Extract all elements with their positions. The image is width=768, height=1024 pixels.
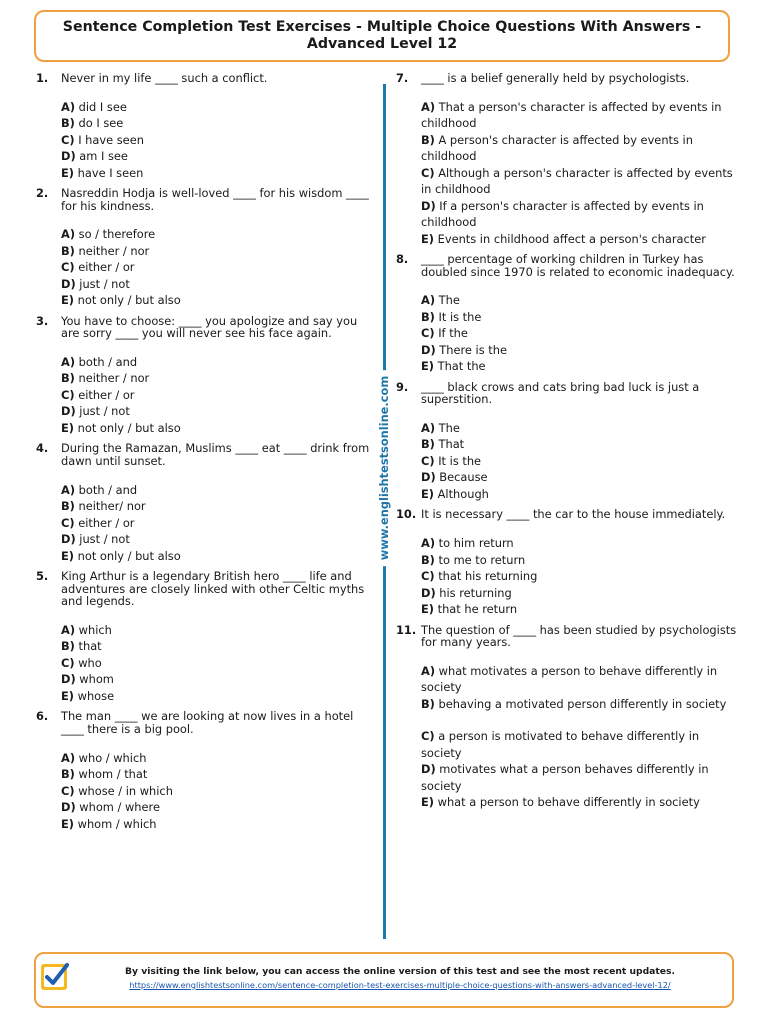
option-text: whom / where — [79, 800, 160, 815]
option-letter: B) — [421, 696, 435, 711]
question-8 — [396, 253, 738, 375]
footer-link[interactable]: https://www.englishtestsonline.com/sentence-completion-test-exercises-multiple-choice-questions-with-answers-advanced-level-12/ — [129, 980, 671, 990]
answer-option — [61, 99, 378, 116]
answer-option — [61, 420, 378, 437]
answer-option — [61, 655, 378, 672]
answer-option — [421, 453, 738, 470]
option-text: that — [78, 639, 102, 654]
option-text: If the — [438, 326, 468, 341]
question-9 — [396, 381, 738, 503]
answer-option — [421, 99, 738, 132]
answer-option — [61, 165, 378, 182]
question-stem: King Arthur is a legendary British hero ____ life and adventures are closely linked with other Celtic myths and legends. — [61, 569, 365, 609]
side-url-label: www.englishtestsonline.com — [375, 370, 393, 566]
answer-option — [421, 165, 738, 198]
option-letter: B) — [61, 243, 75, 258]
answer-option — [61, 354, 378, 371]
option-letter: E) — [421, 359, 434, 374]
option-text: Although — [437, 486, 489, 501]
option-text: am I see — [79, 149, 128, 164]
question-body — [421, 624, 738, 811]
option-letter: B) — [61, 639, 75, 654]
question-stem: Never in my life ____ such a conflict. — [61, 71, 268, 85]
question-7 — [396, 72, 738, 247]
question-2 — [36, 187, 378, 309]
question-number: 1. — [36, 71, 49, 85]
answer-option — [61, 622, 378, 639]
option-text: Because — [439, 470, 488, 485]
option-text: That — [438, 437, 465, 452]
option-text: just / not — [79, 532, 130, 547]
question-body — [421, 508, 738, 617]
option-text: The — [438, 293, 460, 308]
option-letter: E) — [61, 688, 74, 703]
answer-option — [61, 498, 378, 515]
answer-option — [61, 115, 378, 132]
question-body — [61, 570, 378, 704]
option-letter: E) — [61, 816, 74, 831]
answer-option — [421, 535, 738, 552]
answer-option — [421, 585, 738, 602]
question-4 — [36, 442, 378, 564]
option-text: what motivates a person to behave differently in society — [421, 663, 718, 695]
question-number: 3. — [36, 313, 49, 328]
left-column — [36, 72, 378, 832]
question-number: 11. — [396, 622, 417, 637]
question-stem: ____ black crows and cats bring bad luck is just a superstition. — [421, 379, 700, 407]
answer-option — [61, 638, 378, 655]
option-letter: E) — [421, 602, 434, 617]
option-text: Events in childhood affect a person's character — [437, 231, 706, 246]
question-stem: ____ percentage of working children in Turkey has doubled since 1970 is related to economic inadequacy. — [421, 252, 735, 279]
answer-option — [421, 663, 738, 696]
option-text: not only / but also — [77, 548, 181, 563]
answer-option — [61, 766, 378, 783]
option-letter: B) — [421, 309, 435, 324]
checkbox-check-icon — [38, 959, 72, 993]
answer-option — [61, 148, 378, 165]
footer-note: By visiting the link below, you can access the online version of this test and see the most recent updates. — [125, 966, 675, 977]
option-text: that his returning — [438, 569, 538, 584]
option-text: It is the — [438, 453, 482, 468]
option-text: just / not — [79, 404, 130, 419]
option-letter: E) — [421, 486, 434, 501]
option-letter: E) — [61, 165, 74, 180]
answer-option — [421, 420, 738, 437]
option-text: both / and — [78, 482, 138, 497]
question-body — [421, 72, 738, 247]
answer-option — [61, 403, 378, 420]
answer-option — [61, 226, 378, 243]
option-text: A person's character is affected by events in childhood — [421, 132, 693, 164]
option-letter: C) — [61, 783, 75, 798]
question-number: 5. — [36, 569, 49, 584]
option-text: a person is motivated to behave differently in society — [421, 729, 700, 760]
option-letter: B) — [61, 767, 75, 782]
option-text: neither/ nor — [78, 499, 146, 514]
option-letter: A) — [61, 622, 76, 637]
answer-option — [61, 370, 378, 387]
answer-option — [61, 515, 378, 532]
option-text: to him return — [438, 536, 514, 551]
answer-option — [61, 276, 378, 293]
answer-option — [421, 601, 738, 618]
question-stem: You have to choose: ____ you apologize and say you are sorry ____ you will never see his face again. — [61, 313, 358, 341]
option-letter: A) — [61, 227, 76, 242]
option-letter: D) — [61, 800, 76, 815]
option-text: That the — [437, 359, 486, 374]
question-number: 10. — [396, 507, 417, 522]
question-number: 2. — [36, 186, 49, 201]
option-text: I have seen — [78, 132, 144, 147]
option-letter: D) — [61, 404, 76, 419]
option-letter: D) — [61, 276, 76, 291]
option-letter: A) — [61, 354, 76, 369]
question-stem: The man ____ we are looking at now lives in a hotel ____ there is a big pool. — [61, 709, 354, 737]
option-letter: D) — [421, 198, 436, 213]
answer-option — [421, 552, 738, 569]
answer-option — [61, 783, 378, 800]
option-text: either / or — [78, 387, 135, 402]
option-letter: D) — [61, 149, 76, 164]
option-text: whom / which — [77, 816, 157, 831]
option-letter: B) — [421, 132, 435, 147]
option-text: whom — [79, 672, 114, 687]
option-letter: B) — [421, 552, 435, 567]
question-number: 4. — [36, 441, 49, 456]
option-letter: D) — [421, 342, 436, 357]
page-title: Sentence Completion Test Exercises - Multiple Choice Questions With Answers - Advanced Level 12 — [62, 19, 702, 52]
option-text: motivates what a person behaves differently in society — [421, 762, 709, 793]
option-text: what a person to behave differently in society — [437, 795, 700, 810]
option-text: did I see — [78, 99, 127, 114]
answer-option — [421, 761, 738, 794]
option-letter: A) — [61, 99, 76, 114]
question-body — [61, 187, 378, 309]
title-box — [34, 10, 730, 62]
option-letter: C) — [421, 453, 435, 468]
option-letter: B) — [421, 437, 435, 452]
option-letter: C) — [61, 132, 75, 147]
answer-option — [421, 309, 738, 326]
answer-option — [421, 325, 738, 342]
option-text: behaving a motivated person differently in society — [438, 696, 727, 711]
answer-option — [421, 198, 738, 231]
answer-option — [421, 292, 738, 309]
option-text: both / and — [78, 354, 138, 369]
answer-option — [421, 794, 738, 811]
option-text: either / or — [78, 515, 135, 530]
option-text: whose — [77, 688, 115, 703]
question-body — [61, 315, 378, 437]
option-letter: C) — [61, 655, 75, 670]
question-body — [421, 381, 738, 503]
answer-option — [61, 750, 378, 767]
question-11 — [396, 624, 738, 811]
option-text: whom / that — [78, 767, 148, 782]
question-stem: Nasreddin Hodja is well-loved ____ for his wisdom ____ for his kindness. — [61, 186, 369, 213]
option-letter: D) — [421, 762, 436, 777]
option-letter: A) — [421, 663, 436, 678]
option-text: Although a person's character is affected by events in childhood — [421, 165, 733, 197]
option-letter: D) — [421, 470, 436, 485]
option-letter: E) — [421, 795, 434, 810]
option-letter: A) — [421, 293, 436, 308]
option-letter: A) — [61, 482, 76, 497]
option-letter: A) — [421, 536, 436, 551]
question-6 — [36, 710, 378, 832]
option-text: The — [438, 420, 460, 435]
question-body — [61, 72, 378, 181]
question-number: 8. — [396, 252, 409, 267]
question-body — [61, 710, 378, 832]
option-text: to me to return — [438, 552, 526, 567]
question-10 — [396, 508, 738, 617]
question-body — [61, 442, 378, 564]
answer-option — [61, 531, 378, 548]
option-letter: C) — [421, 165, 435, 180]
option-text: who / which — [78, 750, 147, 765]
option-letter: D) — [421, 585, 436, 600]
question-stem: ____ is a belief generally held by psychologists. — [421, 71, 690, 85]
option-text: That a person's character is affected by events in childhood — [421, 99, 722, 131]
option-text: have I seen — [77, 165, 144, 180]
answer-option — [61, 387, 378, 404]
answer-option — [61, 548, 378, 565]
option-text: just / not — [79, 276, 130, 291]
question-body — [421, 253, 738, 375]
question-5 — [36, 570, 378, 704]
answer-option — [61, 259, 378, 276]
answer-option — [61, 482, 378, 499]
question-stem: The question of ____ has been studied by psychologists for many years. — [421, 622, 737, 650]
answer-option — [61, 671, 378, 688]
option-letter: D) — [61, 532, 76, 547]
question-number: 9. — [396, 379, 409, 394]
option-text: who — [78, 655, 102, 670]
answer-option — [61, 799, 378, 816]
option-letter: C) — [61, 387, 75, 402]
option-letter: C) — [61, 515, 75, 530]
answer-option — [61, 243, 378, 260]
option-letter: B) — [61, 371, 75, 386]
answer-option — [421, 696, 738, 713]
right-column — [396, 72, 738, 811]
option-letter: D) — [61, 672, 76, 687]
option-letter: C) — [421, 729, 435, 744]
option-letter: E) — [421, 231, 434, 246]
answer-option — [421, 342, 738, 359]
answer-option — [421, 132, 738, 165]
option-letter: B) — [61, 499, 75, 514]
question-1 — [36, 72, 378, 181]
option-letter: C) — [61, 260, 75, 275]
option-text: whose / in which — [78, 783, 173, 798]
answer-option — [421, 486, 738, 503]
option-letter: A) — [421, 420, 436, 435]
option-text: not only / but also — [77, 293, 181, 308]
answer-option — [421, 469, 738, 486]
option-letter: A) — [421, 99, 436, 114]
option-text: which — [78, 622, 112, 637]
answer-option — [421, 358, 738, 375]
option-letter: C) — [421, 326, 435, 341]
option-text: not only / but also — [77, 420, 181, 435]
option-letter: E) — [61, 548, 74, 563]
answer-option — [61, 292, 378, 309]
option-letter: B) — [61, 116, 75, 131]
question-stem: It is necessary ____ the car to the house immediately. — [421, 507, 726, 522]
option-letter: C) — [421, 569, 435, 584]
option-text: either / or — [78, 260, 135, 275]
option-text: There is the — [439, 342, 507, 357]
option-text: neither / nor — [78, 371, 150, 386]
answer-option — [61, 688, 378, 705]
option-text: do I see — [78, 116, 124, 131]
option-text: If a person's character is affected by events in childhood — [421, 198, 704, 230]
answer-option — [61, 132, 378, 149]
answer-option — [421, 231, 738, 248]
option-letter: E) — [61, 420, 74, 435]
question-3 — [36, 315, 378, 437]
answer-option — [61, 816, 378, 833]
option-text: It is the — [438, 309, 482, 324]
question-stem: During the Ramazan, Muslims ____ eat ____ drink from dawn until sunset. — [61, 441, 370, 469]
option-text: so / therefore — [78, 227, 156, 242]
answer-option — [421, 728, 738, 761]
option-letter: A) — [61, 750, 76, 765]
option-text: neither / nor — [78, 243, 150, 258]
option-letter: E) — [61, 293, 74, 308]
question-number: 6. — [36, 709, 49, 724]
question-number: 7. — [396, 71, 409, 85]
answer-option — [421, 436, 738, 453]
option-text: his returning — [439, 585, 512, 600]
option-text: that he return — [437, 602, 518, 617]
answer-option — [421, 568, 738, 585]
